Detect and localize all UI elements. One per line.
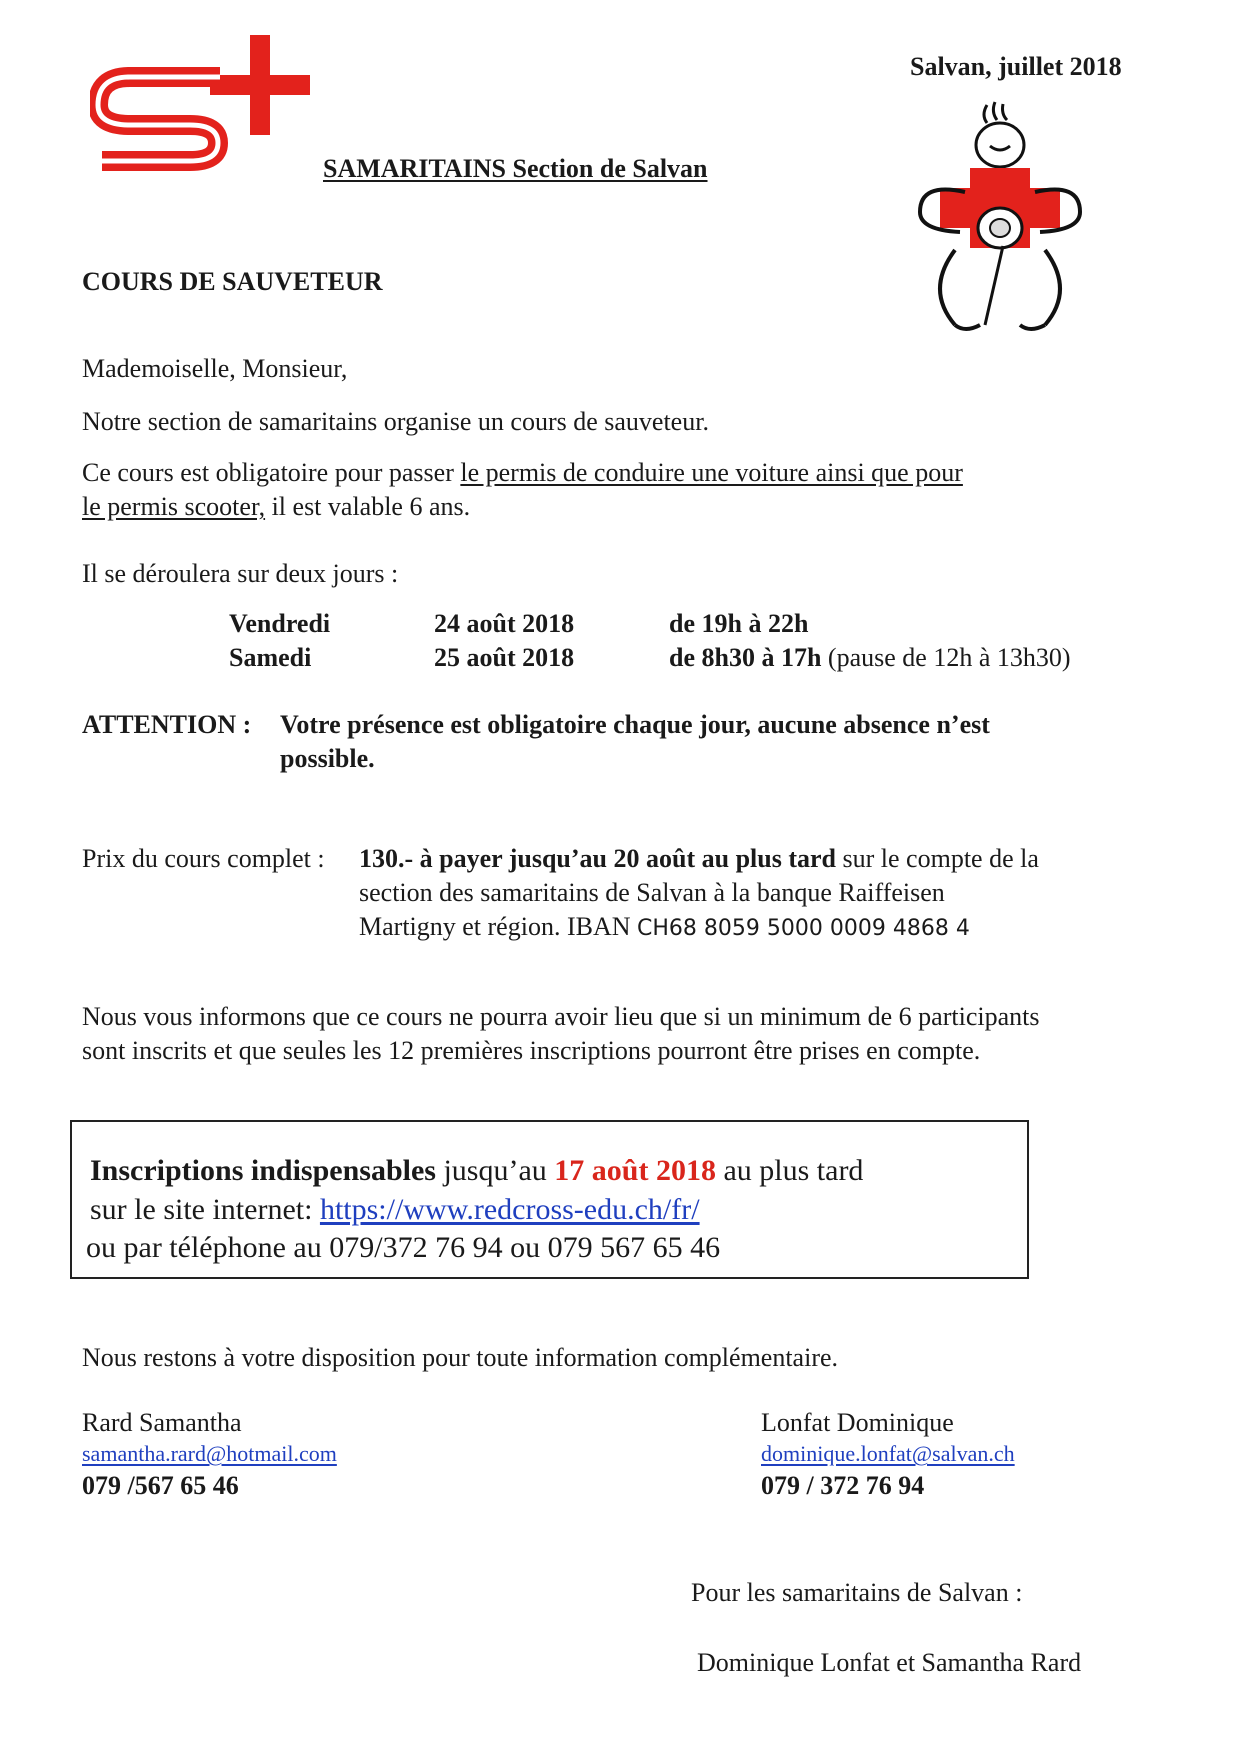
greeting: Mademoiselle, Monsieur, [82,354,348,383]
closing-text: Nous restons à votre disposition pour toute information complémentaire. [82,1343,839,1372]
requirement-line-2 [82,490,470,524]
place-date: Salvan, juillet 2018 [910,52,1122,81]
schedule-day: Vendredi [229,609,331,638]
schedule-time-row [669,641,1071,675]
registration-line-1 [90,1151,863,1191]
schedule-day: Samedi [229,643,312,672]
price-line-1 [359,842,1039,876]
registration-deadline: 17 août 2018 [554,1154,716,1187]
contact-name: Lonfat Dominique [761,1408,954,1437]
contact-email-link[interactable]: dominique.lonfat@salvan.ch [761,1441,1015,1466]
registration-phone-line: ou par téléphone au 079/372 76 94 ou 079 567 65 46 [86,1231,721,1264]
registration-line-2 [90,1190,700,1230]
price-line-3-text: Martigny et région. IBAN [359,912,638,941]
attention-line-1: Votre présence est obligatoire chaque jour, aucune absence n’est [280,710,990,739]
notice-line-2: sont inscrits et que seules les 12 premières inscriptions pourront être prises en compte. [82,1036,981,1065]
price-line-2: section des samaritains de Salvan à la banque Raiffeisen [359,878,945,907]
section-title: SAMARITAINS Section de Salvan [323,154,708,183]
intro-text: Notre section de samaritains organise un cours de sauveteur. [82,407,709,436]
notice-line-1: Nous vous informons que ce cours ne pourra avoir lieu que si un minimum de 6 participants [82,1002,1040,1031]
schedule-time: de 19h à 22h [669,609,809,638]
schedule-date: 24 août 2018 [434,609,575,638]
schedule-intro: Il se déroulera sur deux jours : [82,559,399,588]
contact-email-link[interactable]: samantha.rard@hotmail.com [82,1441,337,1466]
contact-name: Rard Samantha [82,1408,242,1437]
registration-bold: Inscriptions indispensables [90,1154,436,1187]
iban-number: CH68 8059 5000 0009 4868 4 [637,916,970,941]
requirement-prefix: Ce cours est obligatoire pour passer [82,458,461,487]
schedule-note: (pause de 12h à 13h30) [827,643,1071,672]
schedule-date: 25 août 2018 [434,643,575,672]
first-aid-mascot [895,100,1105,340]
requirement-underlined-2: le permis scooter, [82,492,266,521]
attention-line-2: possible. [280,744,375,773]
site-label: sur le site internet: [90,1193,320,1226]
schedule-time: de 8h30 à 17h [669,643,822,672]
requirement-line-1 [82,456,963,490]
price-amount: 130.- à payer jusqu’au 20 août au plus tard [359,844,837,873]
registration-link[interactable]: https://www.redcross-edu.ch/fr/ [319,1193,700,1226]
attention-label: ATTENTION : [82,710,252,739]
signature-line-2: Dominique Lonfat et Samantha Rard [697,1648,1082,1677]
price-line-3 [359,910,970,946]
price-label: Prix du cours complet : [82,844,325,873]
course-title: COURS DE SAUVETEUR [82,267,383,296]
requirement-suffix: il est valable 6 ans. [265,492,471,521]
samaritains-logo [90,35,310,175]
registration-text-2: au plus tard [715,1154,864,1187]
price-line-1-rest: sur le compte de la [836,844,1039,873]
contact-phone: 079 / 372 76 94 [761,1471,925,1500]
registration-box [70,1120,1029,1279]
requirement-underlined-1: le permis de conduire une voiture ainsi que pour [460,458,963,487]
registration-text-1: jusqu’au [435,1154,555,1187]
contact-phone: 079 /567 65 46 [82,1471,239,1500]
signature-line-1: Pour les samaritains de Salvan : [691,1578,1023,1607]
